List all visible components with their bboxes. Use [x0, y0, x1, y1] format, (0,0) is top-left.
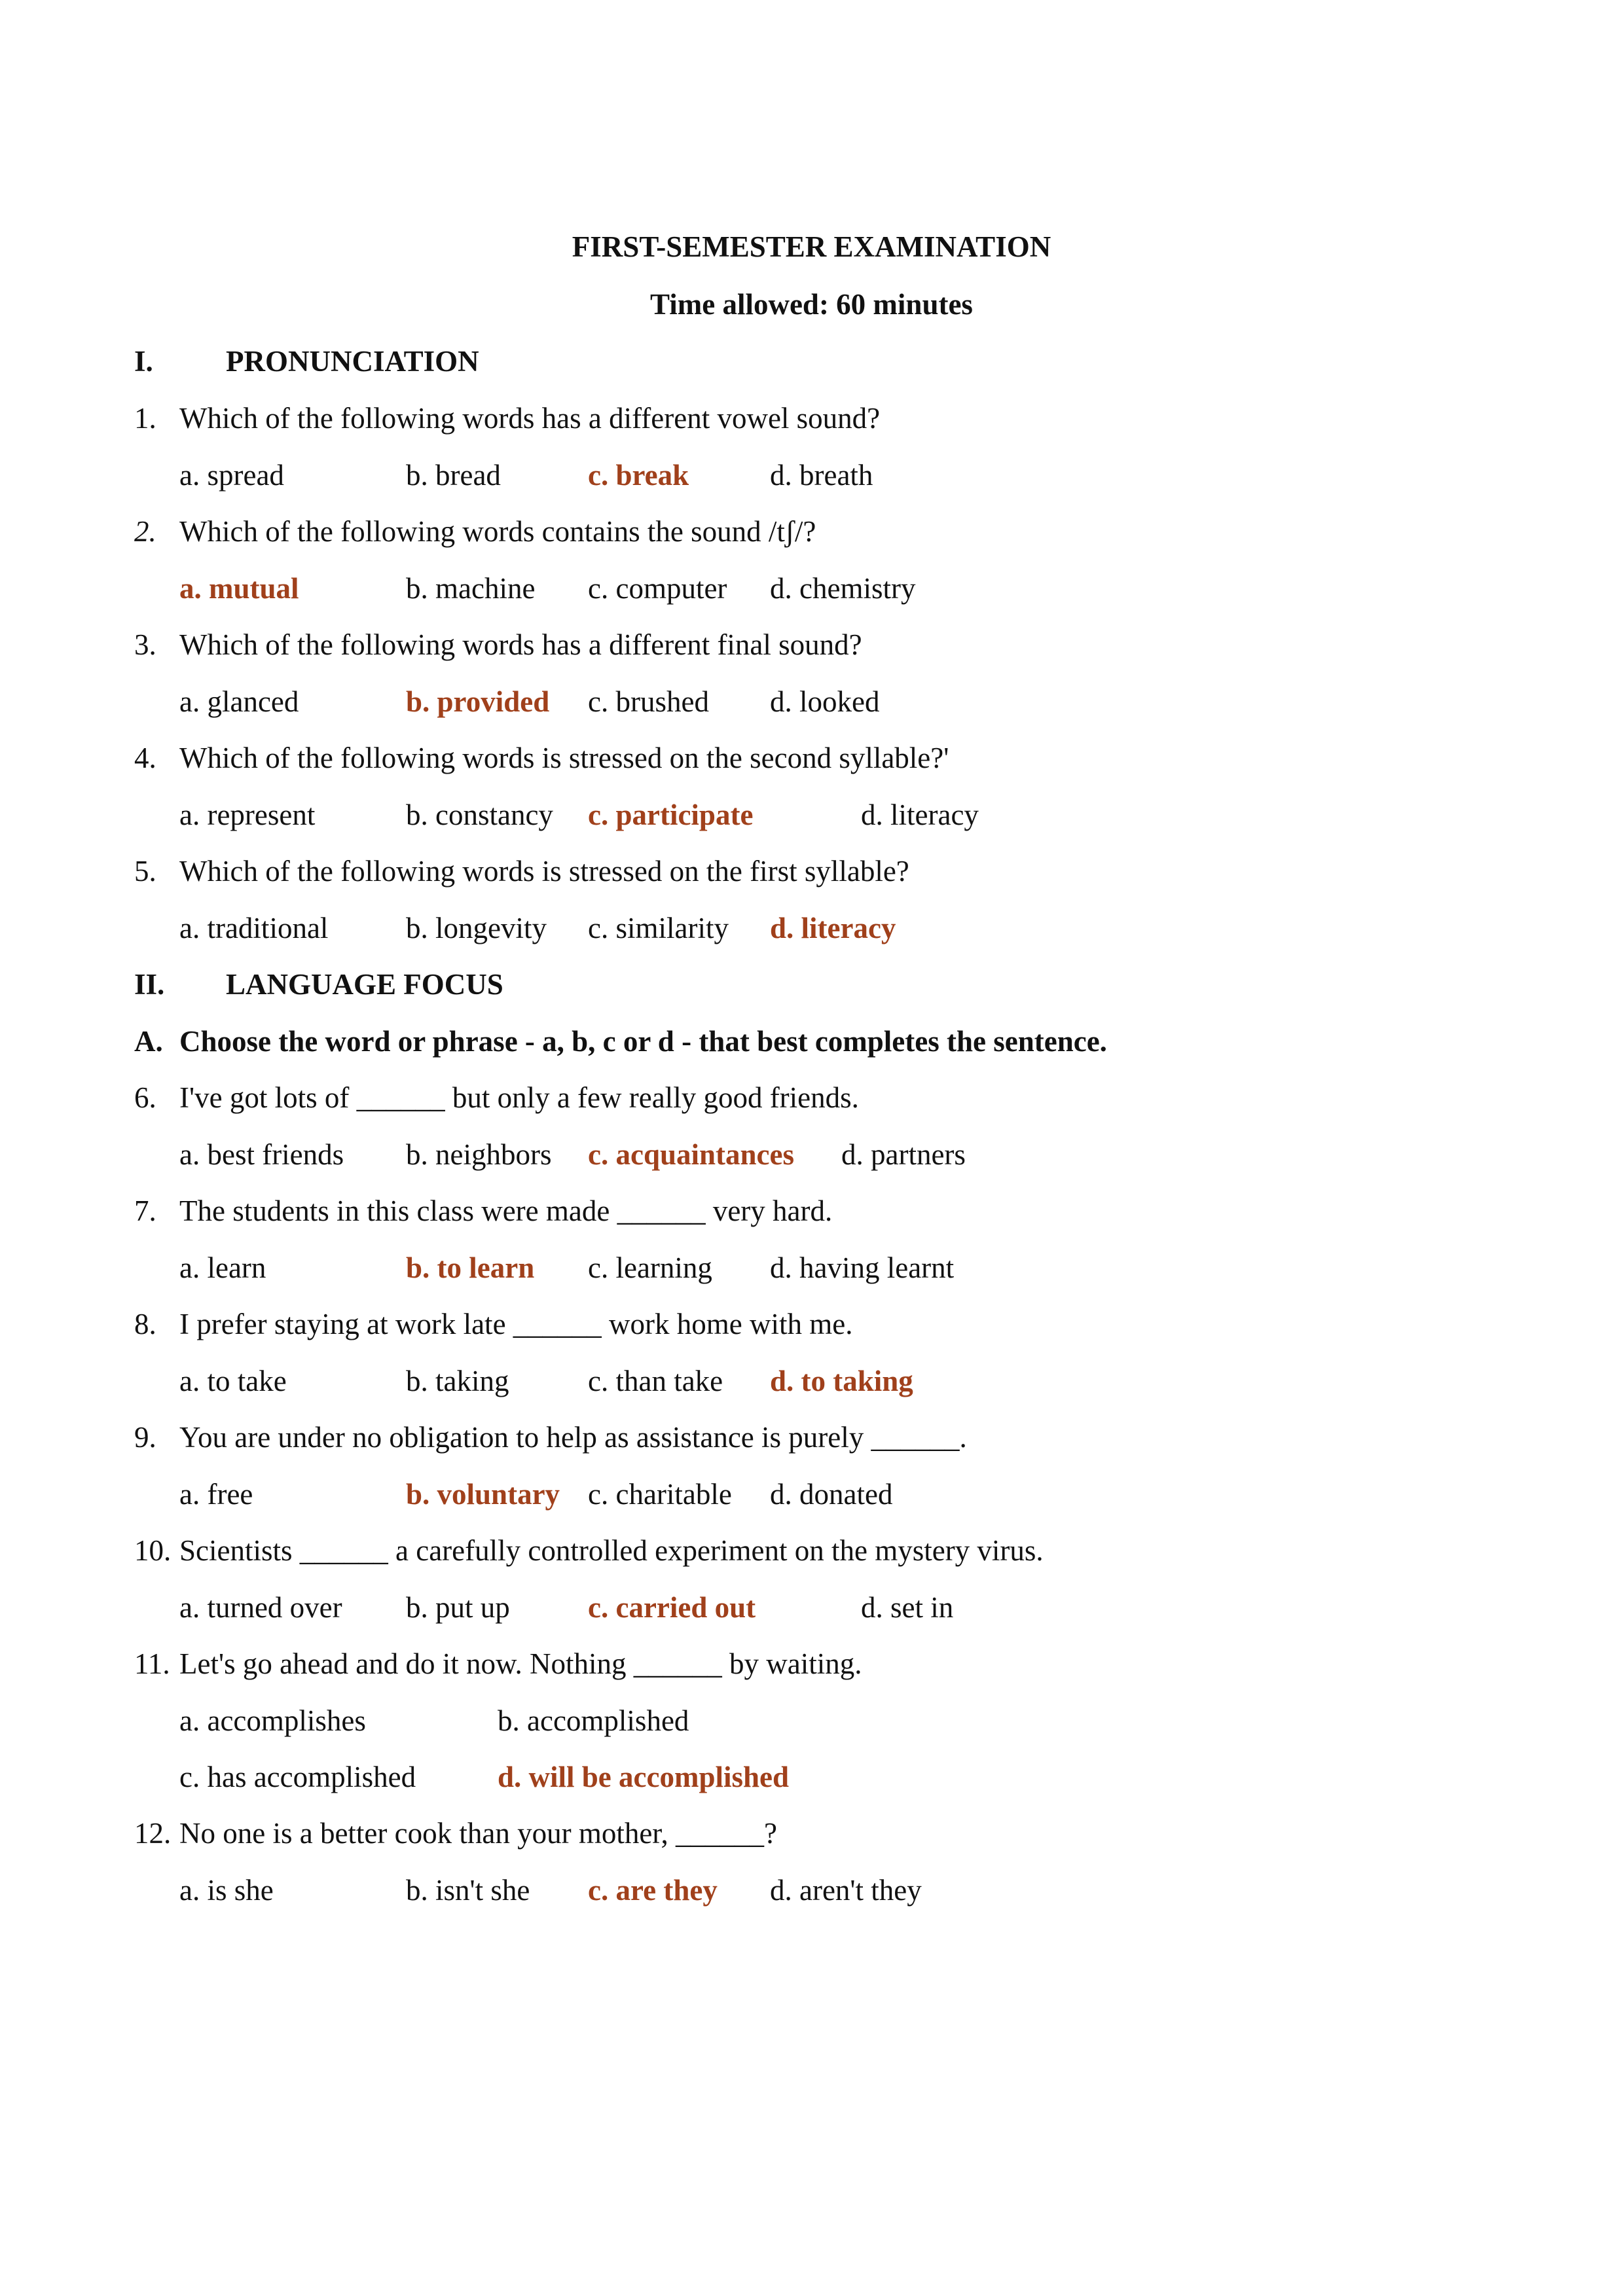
- option-d-correct: d. literacy: [770, 912, 896, 944]
- exam-title: FIRST-SEMESTER EXAMINATION: [572, 230, 1051, 263]
- option-d: d. partners: [841, 1138, 966, 1171]
- question-number: 6.: [134, 1081, 156, 1114]
- option-d: d. breath: [770, 459, 873, 492]
- question-text: Which of the following words is stressed on the first syllable?: [179, 855, 909, 888]
- option-b: b. neighbors: [406, 1138, 552, 1171]
- question-text: Which of the following words contains the sound /tʃ/?: [179, 515, 816, 548]
- option-b: b. put up: [406, 1591, 510, 1624]
- option-a: a. to take: [179, 1365, 287, 1397]
- question-number: 9.: [134, 1421, 156, 1454]
- section-2-title: LANGUAGE FOCUS: [226, 968, 503, 1001]
- option-b-correct: b. to learn: [406, 1251, 535, 1284]
- option-d: d. literacy: [861, 798, 979, 831]
- question-number: 10.: [134, 1534, 172, 1567]
- option-d: d. donated: [770, 1478, 893, 1511]
- option-c: c. has accomplished: [179, 1761, 416, 1793]
- option-a: a. best friends: [179, 1138, 344, 1171]
- question-number: 11.: [134, 1647, 170, 1680]
- option-c: c. brushed: [588, 685, 709, 718]
- option-b: b. isn't she: [406, 1874, 530, 1907]
- question-text: Scientists ______ a carefully controlled experiment on the mystery virus.: [179, 1534, 1044, 1567]
- question-text: Which of the following words has a different final sound?: [179, 628, 862, 661]
- option-b: b. bread: [406, 459, 501, 492]
- option-a: a. glanced: [179, 685, 299, 718]
- time-allowed: Time allowed: 60 minutes: [650, 288, 973, 321]
- option-c-correct: c. break: [588, 459, 689, 492]
- option-c: c. learning: [588, 1251, 712, 1284]
- option-a: a. learn: [179, 1251, 266, 1284]
- option-c: c. charitable: [588, 1478, 732, 1511]
- subsection-letter: A.: [134, 1025, 163, 1058]
- question-number: 1.: [134, 402, 156, 435]
- option-d-correct: d. to taking: [770, 1365, 913, 1397]
- option-a: a. represent: [179, 798, 316, 831]
- option-a: a. accomplishes: [179, 1704, 366, 1737]
- option-c: c. than take: [588, 1365, 723, 1397]
- option-c-correct: c. acquaintances: [588, 1138, 794, 1171]
- option-b: b. machine: [406, 572, 536, 605]
- question-number: 7.: [134, 1194, 156, 1227]
- question-text: You are under no obligation to help as assistance is purely ______.: [179, 1421, 967, 1454]
- option-c: c. computer: [588, 572, 727, 605]
- option-b-correct: b. provided: [406, 685, 550, 718]
- section-1-title: PRONUNCIATION: [226, 345, 479, 378]
- question-text: Which of the following words has a different vowel sound?: [179, 402, 881, 435]
- question-number: 8.: [134, 1308, 156, 1340]
- section-1-numeral: I.: [134, 345, 153, 378]
- option-b: b. longevity: [406, 912, 547, 944]
- option-d: d. having learnt: [770, 1251, 955, 1284]
- option-d: d. aren't they: [770, 1874, 922, 1907]
- option-b: b. accomplished: [498, 1704, 689, 1737]
- question-text: Which of the following words is stressed on the second syllable?': [179, 742, 949, 774]
- option-d-correct: d. will be accomplished: [498, 1761, 790, 1793]
- option-a-correct: a. mutual: [179, 572, 299, 605]
- option-c: c. similarity: [588, 912, 729, 944]
- option-d: d. chemistry: [770, 572, 916, 605]
- option-a: a. traditional: [179, 912, 329, 944]
- option-c-correct: c. carried out: [588, 1591, 756, 1624]
- question-number: 3.: [134, 628, 156, 661]
- option-a: a. free: [179, 1478, 253, 1511]
- question-text: Let's go ahead and do it now. Nothing ______ by waiting.: [179, 1647, 862, 1680]
- option-b: b. taking: [406, 1365, 509, 1397]
- question-text: I've got lots of ______ but only a few really good friends.: [179, 1081, 859, 1114]
- option-d: d. looked: [770, 685, 880, 718]
- option-a: a. turned over: [179, 1591, 342, 1624]
- option-c-correct: c. participate: [588, 798, 754, 831]
- question-number: 5.: [134, 855, 156, 888]
- option-a: a. is she: [179, 1874, 274, 1907]
- question-number: 2.: [134, 515, 156, 548]
- option-c-correct: c. are they: [588, 1874, 718, 1907]
- option-b-correct: b. voluntary: [406, 1478, 560, 1511]
- question-text: The students in this class were made ______ very hard.: [179, 1194, 833, 1227]
- option-b: b. constancy: [406, 798, 553, 831]
- question-number: 4.: [134, 742, 156, 774]
- question-number: 12.: [134, 1817, 172, 1850]
- option-d: d. set in: [861, 1591, 954, 1624]
- section-2-numeral: II.: [134, 968, 165, 1001]
- option-a: a. spread: [179, 459, 284, 492]
- question-text: No one is a better cook than your mother, ______?: [179, 1817, 777, 1850]
- question-text: I prefer staying at work late ______ work home with me.: [179, 1308, 853, 1340]
- subsection-instruction: Choose the word or phrase - a, b, c or d - that best completes the sentence.: [179, 1025, 1107, 1058]
